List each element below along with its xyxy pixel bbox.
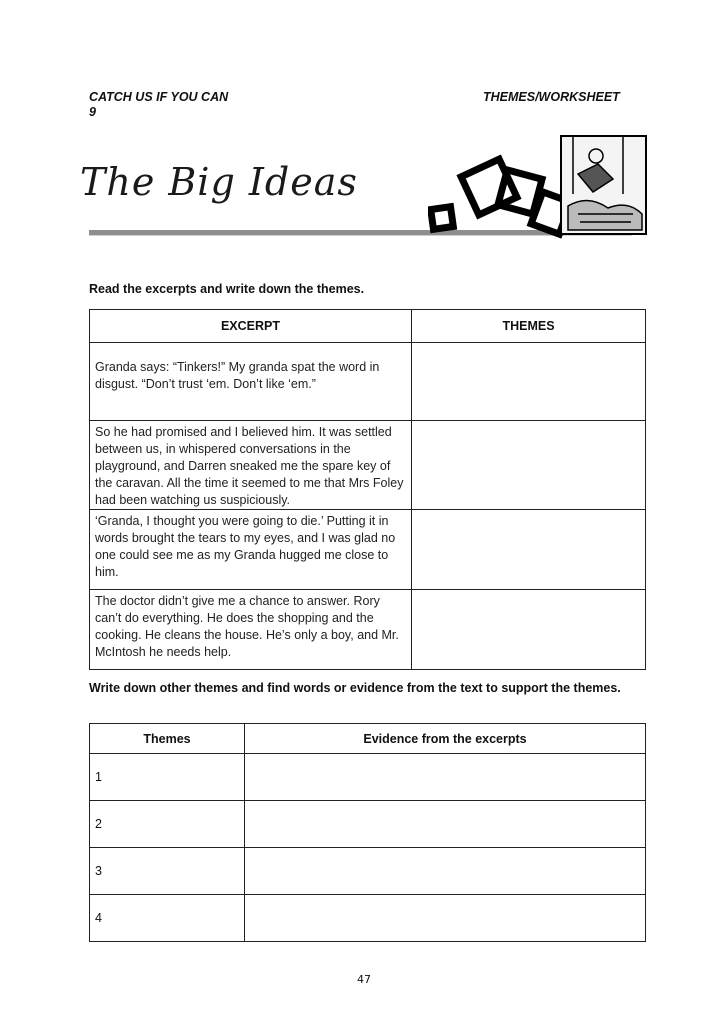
evidence-answer-cell[interactable] [245,848,646,895]
header-worksheet-label: THEMES/WORKSHEET [483,90,620,104]
table-row [90,510,646,590]
excerpts-table [89,309,646,670]
themes-column-header: THEMES [412,310,646,343]
table-row [90,801,646,848]
theme-answer-cell[interactable] [412,343,646,421]
evidence-answer-cell[interactable] [245,754,646,801]
row-number[interactable]: 3 [90,848,245,895]
excerpt-text: Granda says: “Tinkers!” My granda spat the word in disgust. “Don’t trust ‘em. Don’t like ‘em.” [90,343,412,421]
table-row [90,895,646,942]
table-row [90,848,646,895]
row-number[interactable]: 4 [90,895,245,942]
table-row [90,343,646,421]
row-number[interactable]: 1 [90,754,245,801]
header-book-title: CATCH US IF YOU CAN [89,90,229,104]
table-row [90,754,646,801]
evidence-column-header: Evidence from the excerpts [245,724,646,754]
evidence-answer-cell[interactable] [245,895,646,942]
excerpt-text: The doctor didn’t give me a chance to answer. Rory can’t do everything. He does the shopping and the cooking. He cleans the house. He’s only a boy, and Mr. McIntosh he needs help. [90,590,412,670]
theme-answer-cell[interactable] [412,590,646,670]
decorative-squares-illustration [428,134,650,246]
theme-answer-cell[interactable] [412,510,646,590]
header-left [89,90,228,120]
themes-evidence-table [89,723,646,942]
instruction-read-excerpts: Read the excerpts and write down the themes. [89,282,365,296]
theme-answer-cell[interactable] [412,421,646,510]
table-row [90,421,646,510]
evidence-answer-cell[interactable] [245,801,646,848]
instruction-other-themes: Write down other themes and find words or evidence from the text to support the themes. [89,681,621,695]
excerpt-text: So he had promised and I believed him. It was settled between us, in whispered conversations in the playground, and Darren sneaked me the spare key of the caravan. All the time it seemed to me that Mrs Foley had been watching us suspiciously. [90,421,412,510]
header-chapter-number: 9 [89,105,96,119]
page-title: The Big Ideas [80,160,358,204]
table-row [90,590,646,670]
excerpt-text: ‘Granda, I thought you were going to die.’ Putting it in words brought the tears to my eyes, and I was glad no one could see me as my Granda hugged me close to him. [90,510,412,590]
page-number: 47 [357,973,371,986]
excerpt-column-header: EXCERPT [90,310,412,343]
row-number[interactable]: 2 [90,801,245,848]
themes-column-header: Themes [90,724,245,754]
